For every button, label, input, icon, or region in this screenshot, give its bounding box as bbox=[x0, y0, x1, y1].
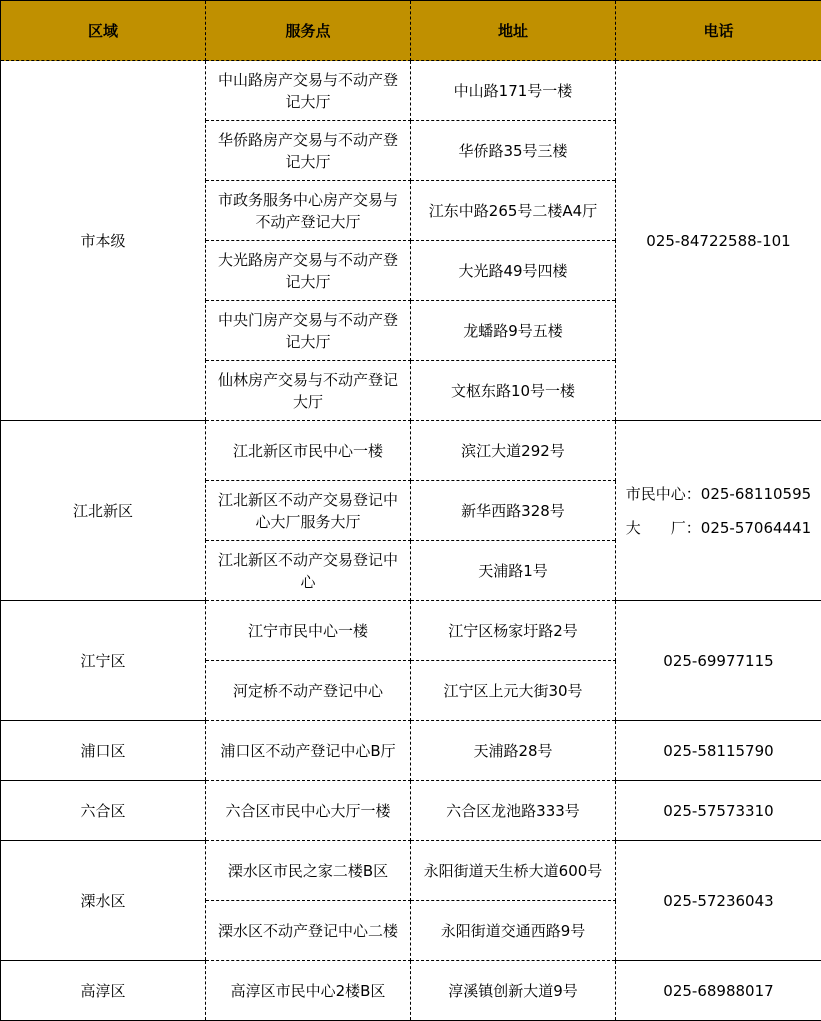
service-cell: 六合区市民中心大厅一楼 bbox=[206, 781, 411, 841]
table-header-row bbox=[1, 1, 821, 61]
address-cell: 淳溪镇创新大道9号 bbox=[411, 961, 616, 1021]
service-cell: 华侨路房产交易与不动产登记大厅 bbox=[206, 121, 411, 181]
service-cell: 溧水区不动产登记中心二楼 bbox=[206, 901, 411, 961]
table-row bbox=[1, 781, 821, 841]
address-cell: 华侨路35号三楼 bbox=[411, 121, 616, 181]
service-cell: 中山路房产交易与不动产登记大厅 bbox=[206, 61, 411, 121]
header-service: 服务点 bbox=[206, 1, 411, 61]
address-cell: 新华西路328号 bbox=[411, 481, 616, 541]
table-row bbox=[1, 421, 821, 481]
service-cell: 江北新区市民中心一楼 bbox=[206, 421, 411, 481]
address-cell: 中山路171号一楼 bbox=[411, 61, 616, 121]
service-cell: 江北新区不动产交易登记中心大厂服务大厅 bbox=[206, 481, 411, 541]
address-cell: 龙蟠路9号五楼 bbox=[411, 301, 616, 361]
address-cell: 大光路49号四楼 bbox=[411, 241, 616, 301]
service-cell: 仙林房产交易与不动产登记大厅 bbox=[206, 361, 411, 421]
address-cell: 天浦路28号 bbox=[411, 721, 616, 781]
region-cell: 六合区 bbox=[1, 781, 206, 841]
header-region: 区域 bbox=[1, 1, 206, 61]
address-cell: 天浦路1号 bbox=[411, 541, 616, 601]
header-phone: 电话 bbox=[616, 1, 821, 61]
address-cell: 江宁区上元大街30号 bbox=[411, 661, 616, 721]
service-cell: 江宁市民中心一楼 bbox=[206, 601, 411, 661]
service-cell: 河定桥不动产登记中心 bbox=[206, 661, 411, 721]
region-cell: 浦口区 bbox=[1, 721, 206, 781]
address-cell: 江宁区杨家圩路2号 bbox=[411, 601, 616, 661]
phone-line-dachang: 大 厂：025-57064441 bbox=[625, 518, 812, 537]
service-cell: 江北新区不动产交易登记中心 bbox=[206, 541, 411, 601]
region-cell: 江北新区 bbox=[1, 421, 206, 601]
phone-line-citizen-center: 市民中心：025-68110595 bbox=[625, 484, 812, 503]
service-cell: 中央门房产交易与不动产登记大厅 bbox=[206, 301, 411, 361]
address-cell: 文枢东路10号一楼 bbox=[411, 361, 616, 421]
region-cell: 溧水区 bbox=[1, 841, 206, 961]
region-cell: 江宁区 bbox=[1, 601, 206, 721]
service-cell: 大光路房产交易与不动产登记大厅 bbox=[206, 241, 411, 301]
table-row bbox=[1, 961, 821, 1021]
service-cell: 高淳区市民中心2楼B区 bbox=[206, 961, 411, 1021]
phone-cell: 025-68988017 bbox=[616, 961, 821, 1021]
phone-cell: 025-58115790 bbox=[616, 721, 821, 781]
service-cell: 溧水区市民之家二楼B区 bbox=[206, 841, 411, 901]
phone-cell: 025-57236043 bbox=[616, 841, 821, 961]
region-cell: 市本级 bbox=[1, 61, 206, 421]
table-body bbox=[1, 61, 821, 1021]
address-cell: 江东中路265号二楼A4厅 bbox=[411, 181, 616, 241]
service-cell: 浦口区不动产登记中心B厅 bbox=[206, 721, 411, 781]
phone-cell: 025-69977115 bbox=[616, 601, 821, 721]
table-row bbox=[1, 601, 821, 661]
table-row bbox=[1, 61, 821, 121]
table-row bbox=[1, 841, 821, 901]
phone-lines bbox=[626, 483, 811, 539]
address-cell: 滨江大道292号 bbox=[411, 421, 616, 481]
address-cell: 永阳街道交通西路9号 bbox=[411, 901, 616, 961]
phone-cell bbox=[616, 421, 821, 601]
header-address: 地址 bbox=[411, 1, 616, 61]
phone-cell: 025-84722588-101 bbox=[616, 61, 821, 421]
service-cell: 市政务服务中心房产交易与不动产登记大厅 bbox=[206, 181, 411, 241]
address-cell: 永阳街道天生桥大道600号 bbox=[411, 841, 616, 901]
table-row bbox=[1, 721, 821, 781]
phone-cell: 025-57573310 bbox=[616, 781, 821, 841]
address-cell: 六合区龙池路333号 bbox=[411, 781, 616, 841]
region-cell: 高淳区 bbox=[1, 961, 206, 1021]
